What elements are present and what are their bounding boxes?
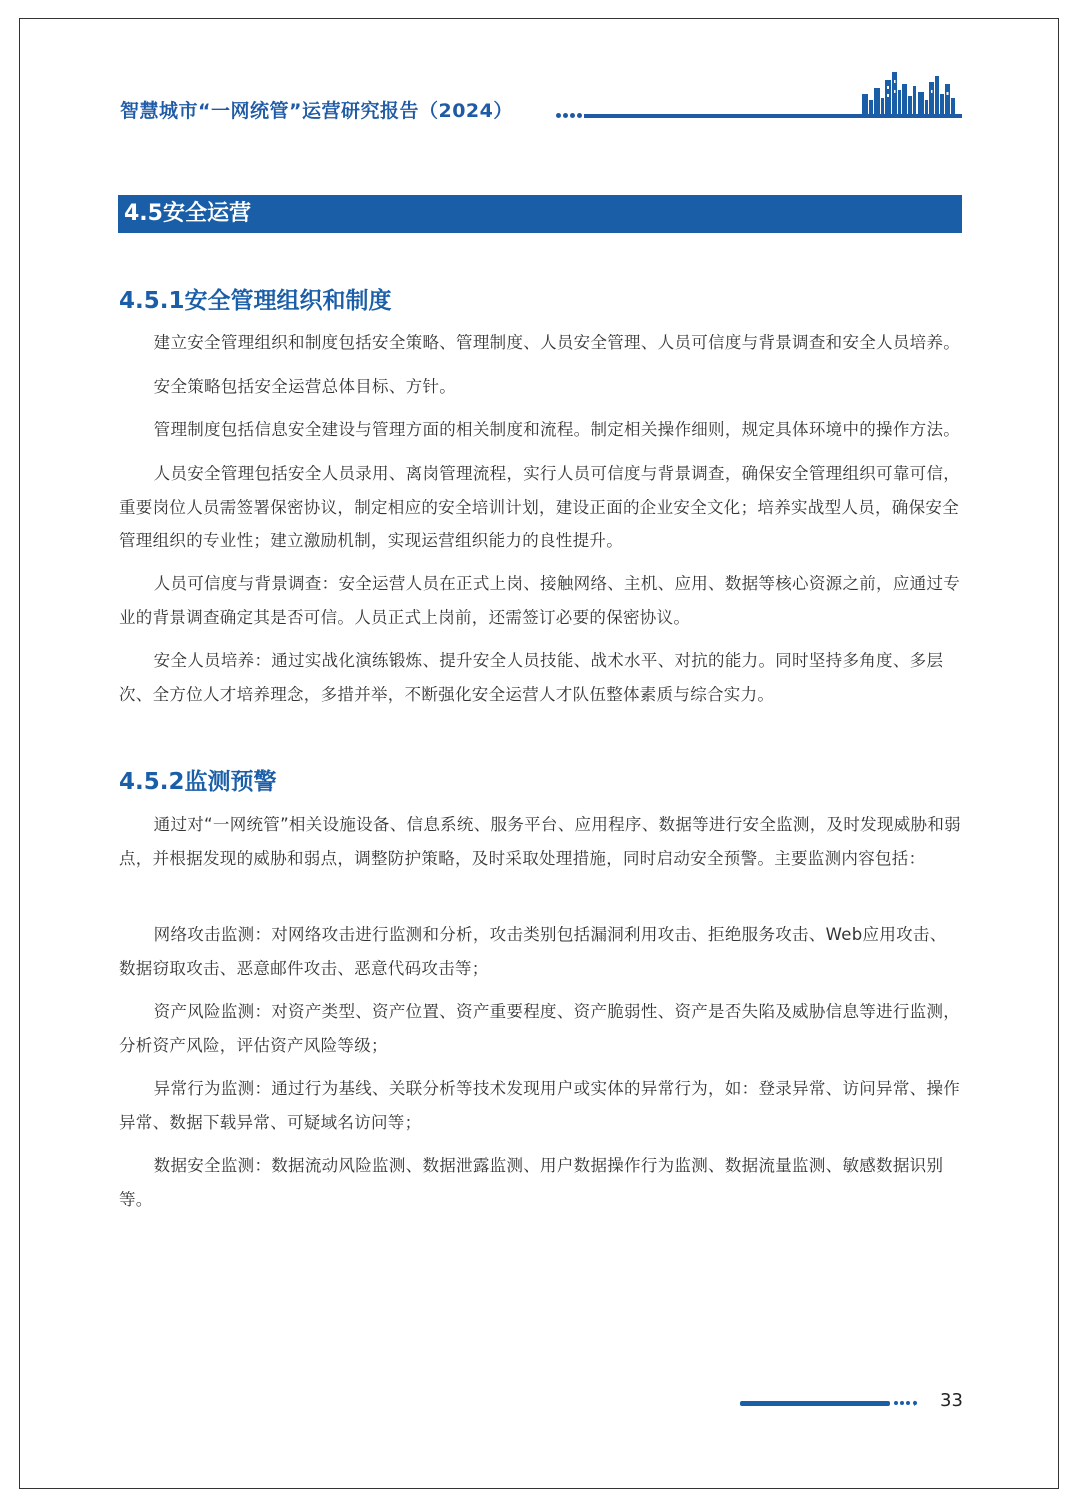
city-skyline-icon [858, 70, 962, 118]
paragraph: 安全人员培养：通过实战化演练锻炼、提升安全人员技能、战术水平、对抗的能力。同时坚持多角度、多层次、全方位人才培养理念，多措并举，不断强化安全运营人才队伍整体素质与综合实力。 [119, 651, 944, 704]
running-title: 智慧城市“一网统管”运营研究报告（2024） [120, 100, 513, 122]
footer-rule [740, 1401, 890, 1406]
subsection-title-4-5-2: 4.5.2监测预警 [119, 769, 277, 795]
paragraph: 资产风险监测：对资产类型、资产位置、资产重要程度、资产脆弱性、资产是否失陷及威胁信息等进行监测，分析资产风险，评估资产风险等级； [119, 1002, 961, 1055]
paragraph: 安全策略包括安全运营总体目标、方针。 [153, 377, 457, 396]
page-number: 33 [940, 1390, 963, 1411]
subsection-title-4-5-1: 4.5.1安全管理组织和制度 [119, 288, 392, 314]
paragraph: 管理制度包括信息安全建设与管理方面的相关制度和流程。制定相关操作细则，规定具体环境中的操作方法。 [153, 420, 961, 439]
header-dots [556, 113, 582, 118]
page-frame [19, 18, 1059, 1489]
paragraph: 人员可信度与背景调查：安全运营人员在正式上岗、接触网络、主机、应用、数据等核心资源之前，应通过专业的背景调查确定其是否可信。人员正式上岗前，还需签订必要的保密协议。 [119, 574, 961, 627]
section-heading-bar: 4.5安全运营 [118, 195, 962, 233]
paragraph: 异常行为监测：通过行为基线、关联分析等技术发现用户或实体的异常行为，如：登录异常、访问异常、操作异常、数据下载异常、可疑域名访问等； [119, 1079, 961, 1132]
paragraph: 人员安全管理包括安全人员录用、离岗管理流程，实行人员可信度与背景调查，确保安全管理组织可靠可信，重要岗位人员需签署保密协议，制定相应的安全培训计划，建设正面的企业安全文化；培养实战型人员，确保安全管理组织的专业性；建立激励机制，实现运营组织能力的良性提升。 [119, 464, 961, 550]
paragraph: 数据安全监测：数据流动风险监测、数据泄露监测、用户数据操作行为监测、数据流量监测、敏感数据识别等。 [119, 1156, 944, 1209]
paragraph: 通过对“一网统管”相关设施设备、信息系统、服务平台、应用程序、数据等进行安全监测，及时发现威胁和弱点，并根据发现的威胁和弱点，调整防护策略，及时采取处理措施，同时启动安全预警。主要监测内容包括： [119, 815, 961, 868]
paragraph: 网络攻击监测：对网络攻击进行监测和分析，攻击类别包括漏洞利用攻击、拒绝服务攻击、Web应用攻击、数据窃取攻击、恶意邮件攻击、恶意代码攻击等； [119, 925, 947, 978]
footer-dots: › [894, 1401, 917, 1405]
paragraph: 建立安全管理组织和制度包括安全策略、管理制度、人员安全管理、人员可信度与背景调查和安全人员培养。 [153, 333, 961, 352]
